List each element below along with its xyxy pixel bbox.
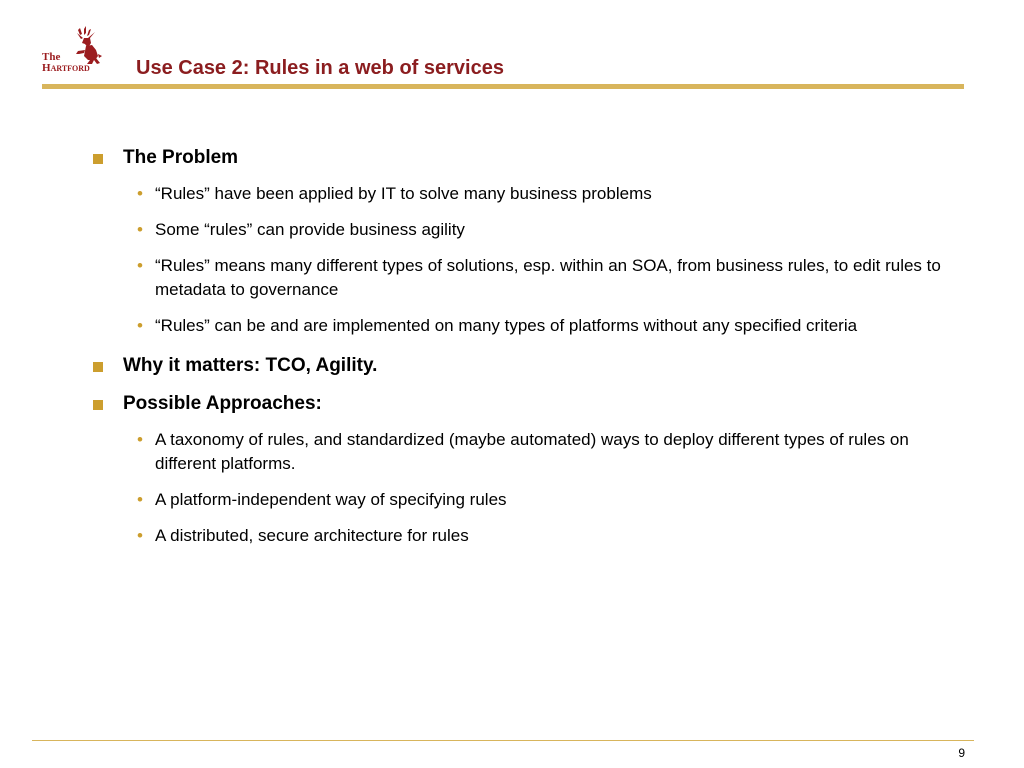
logo-the-text: The bbox=[42, 51, 61, 63]
bullet-item bbox=[90, 488, 970, 512]
logo-name-text bbox=[42, 63, 106, 74]
bullet-item bbox=[90, 524, 970, 548]
logo-name-initial: H bbox=[42, 62, 51, 74]
bullet-text: A distributed, secure architecture for rules bbox=[155, 526, 469, 545]
logo-wordmark bbox=[42, 52, 106, 74]
bullet-dot-icon: • bbox=[137, 526, 143, 545]
bullet-text: “Rules” means many different types of solutions, esp. within an SOA, from business rules, to edit rules to metadata to governance bbox=[155, 256, 941, 299]
bullet-text: A platform-independent way of specifying rules bbox=[155, 490, 507, 509]
slide-body bbox=[90, 144, 970, 548]
page-number: 9 bbox=[958, 746, 965, 760]
bullet-dot-icon: • bbox=[137, 184, 143, 203]
bullet-item bbox=[90, 218, 970, 242]
section-heading-text: The Problem bbox=[123, 147, 239, 168]
bullet-dot-icon: • bbox=[137, 316, 143, 335]
bullet-item bbox=[90, 182, 970, 206]
logo-name-rest: ARTFORD bbox=[50, 64, 90, 73]
square-bullet-icon bbox=[93, 154, 103, 164]
section-heading bbox=[90, 390, 970, 418]
bullet-dot-icon: • bbox=[137, 220, 143, 239]
section-heading-text: Possible Approaches: bbox=[123, 393, 322, 414]
section-heading bbox=[90, 144, 970, 172]
bullet-text: “Rules” can be and are implemented on many types of platforms without any specified criteria bbox=[155, 316, 858, 335]
bullet-text: A taxonomy of rules, and standardized (maybe automated) ways to deploy different types of rules on different platforms. bbox=[155, 430, 909, 473]
square-bullet-icon bbox=[93, 400, 103, 410]
bullet-text: Some “rules” can provide business agility bbox=[155, 220, 465, 239]
section-heading-text: Why it matters: TCO, Agility. bbox=[123, 355, 378, 376]
section-heading bbox=[90, 352, 970, 380]
bullet-dot-icon: • bbox=[137, 490, 143, 509]
bullet-text: “Rules” have been applied by IT to solve many business problems bbox=[155, 184, 652, 203]
footer-divider bbox=[32, 740, 974, 741]
square-bullet-icon bbox=[93, 362, 103, 372]
bullet-item bbox=[90, 254, 970, 302]
title-divider bbox=[42, 84, 964, 89]
bullet-item bbox=[90, 428, 970, 476]
slide-title: Use Case 2: Rules in a web of services bbox=[136, 57, 504, 79]
bullet-dot-icon: • bbox=[137, 256, 143, 275]
bullet-item bbox=[90, 314, 970, 338]
bullet-dot-icon: • bbox=[137, 430, 143, 449]
